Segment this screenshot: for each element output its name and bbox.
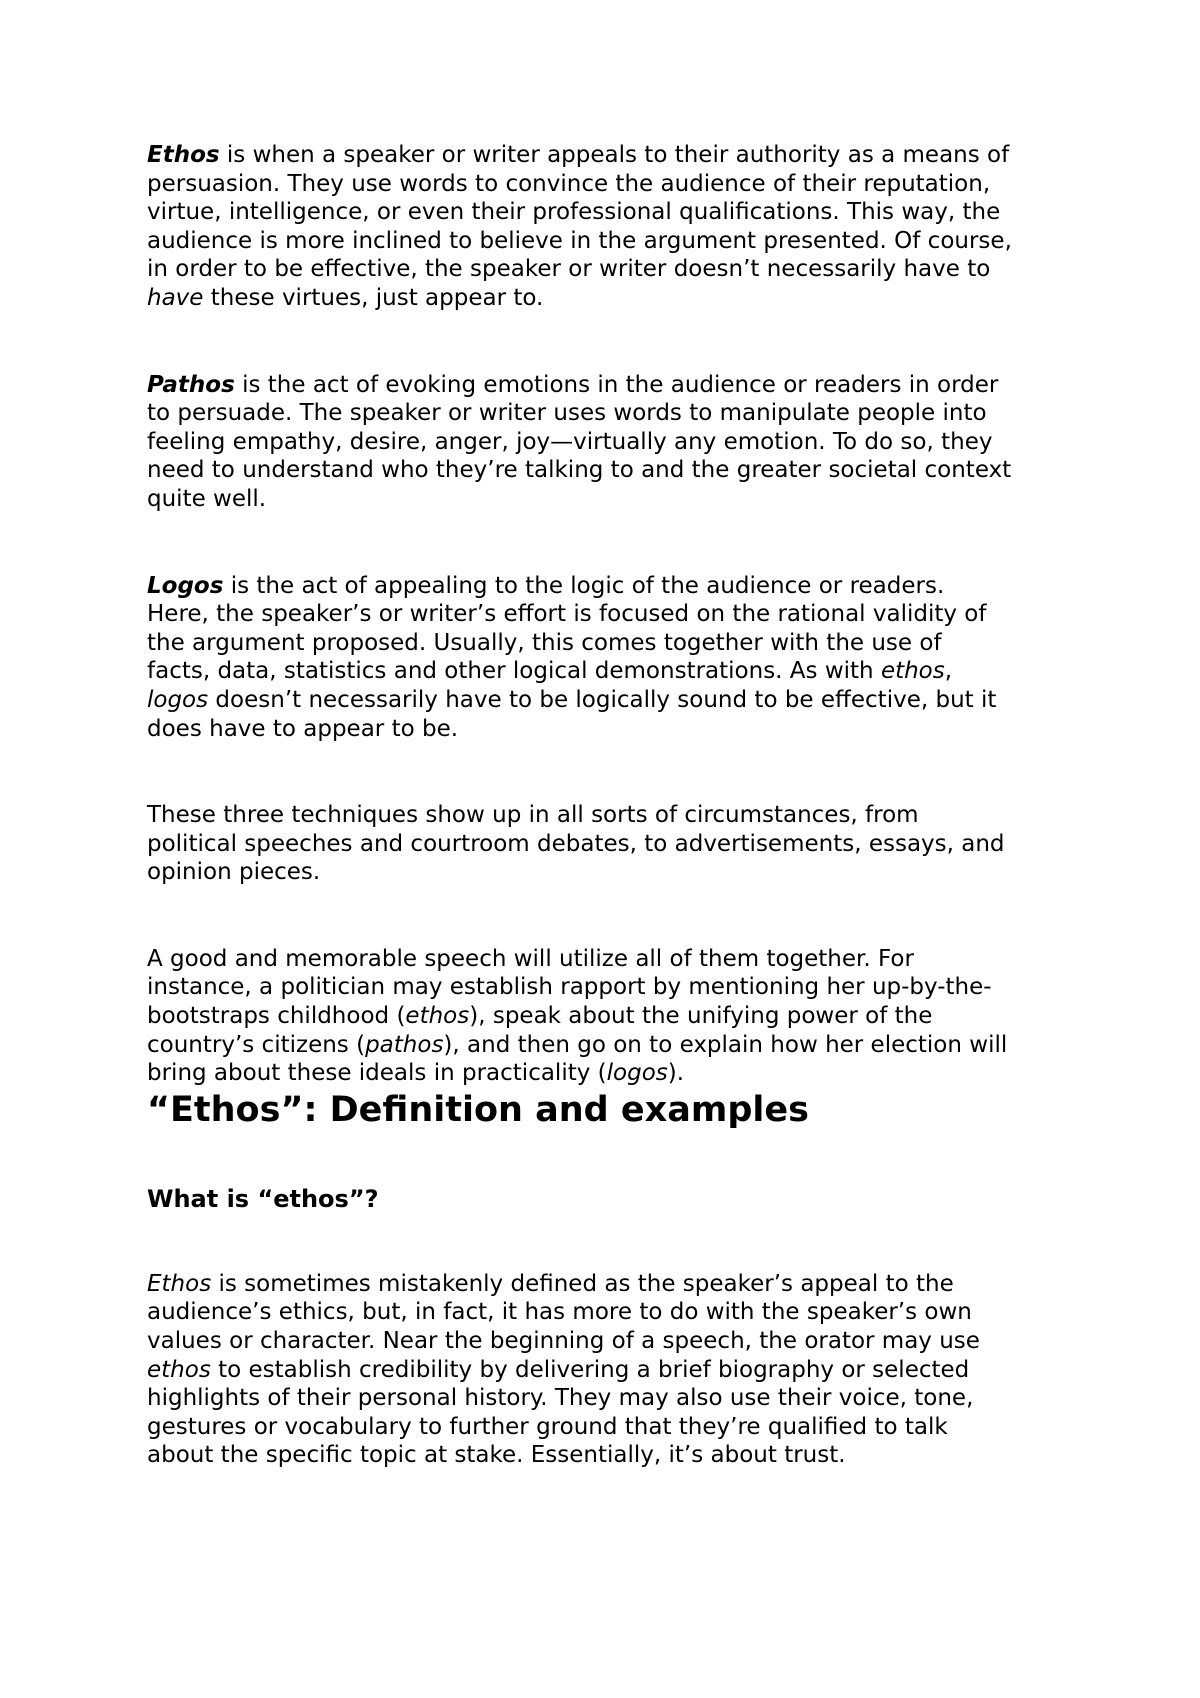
paragraph-ethos-definition: Ethos is sometimes mistakenly defined as the speaker’s appeal to the audience’s ethics, but, in fact, it has more to do with the speaker’s own values or character. Near the beginning of a speech, the orator may use ethos to establish credibility by delivering a brief biography or selected highlights of their personal history. They may also use their voice, tone, gestures or vocabulary to further ground that they’re qualified to talk about the specific topic at stake. Essentially, it’s about trust. (147, 1270, 980, 1469)
term-pathos: Pathos (147, 371, 235, 398)
paragraph-memorable-speech: A good and memorable speech will utilize all of them together. For instance, a politician may establish rapport by mentioning her up-by-the- bootstraps childhood (ethos), speak about the unifying power of the country’s citizens (pathos), and then go on to explain how her election will bring about these ideals in practicality (logos). (147, 945, 1008, 1087)
paragraph-pathos: Pathos is the act of evoking emotions in the audience or readers in order to persuade. The speaker or writer uses words to manipulate people into feeling empathy, desire, anger, joy—virtually any emotion. To do so, they need to understand who they’re talking to and the greater societal context quite well. (147, 371, 1012, 512)
term-ethos: Ethos (147, 142, 220, 168)
document-page (147, 141, 1077, 1470)
paragraph-ethos: Ethos is when a speaker or writer appeals to their authority as a means of persuasion. They use words to convince the audience of their reputation, virtue, intelligence, or even their professional qualifications. This way, the audience is more inclined to believe in the argument presented. Of course, in order to be effective, the speaker or writer doesn’t necessarily have to have these virtues, just appear to. (147, 142, 1012, 311)
paragraph-logos: Logos is the act of appealing to the logic of the audience or readers. Here, the speaker’s or writer’s effort is focused on the rational validity of the argument proposed. Usually, this comes together with the use of facts, data, statistics and other logical demonstrations. As with ethos, logos doesn’t necessarily have to be logically sound to be effective, but it does have to appear to be. (147, 572, 997, 742)
paragraph-techniques: These three techniques show up in all sorts of circumstances, from political speeches and courtroom debates, to advertisements, essays, and opinion pieces. (147, 802, 1005, 886)
subsection-heading: What is “ethos”? (147, 1184, 379, 1213)
term-logos: Logos (147, 572, 224, 599)
section-heading: “Ethos”: Definition and examples (147, 1089, 809, 1130)
